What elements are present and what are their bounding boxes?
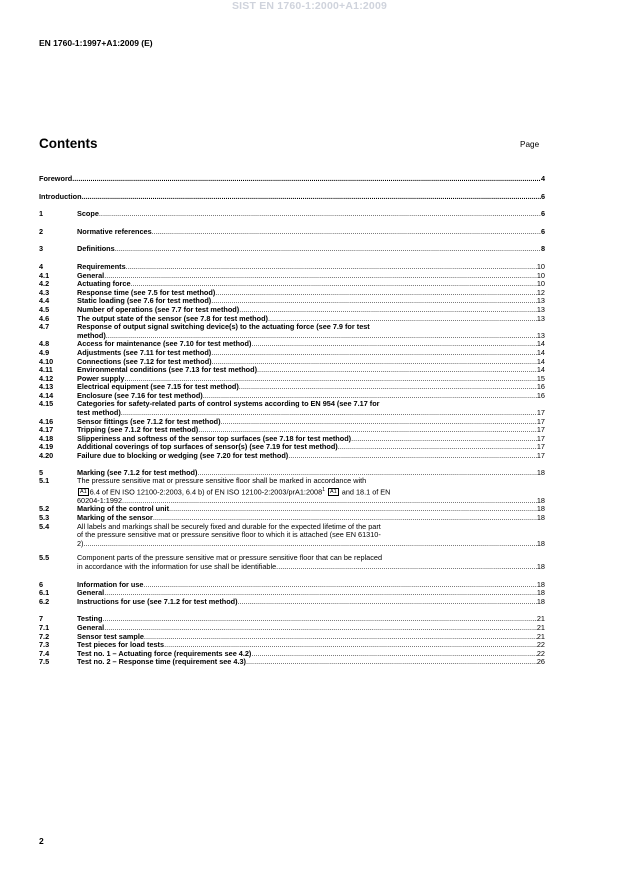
toc-entry-page: 21 [536, 631, 545, 641]
toc-entry-title: Scope [77, 209, 99, 219]
toc-entry-title: Enclosure (see 7.16 for test method) [77, 390, 203, 400]
toc-entry-page: 18 [536, 579, 545, 589]
toc-entry-title: Marking of the control unit [77, 504, 170, 514]
toc-entry-5-5[interactable] [39, 554, 545, 571]
toc-entry-title: Sensor test sample [77, 631, 144, 641]
amendment-end-marker: A1 [330, 489, 337, 496]
toc-entry-title-line: 60204-1:1992. [77, 495, 125, 505]
toc-entry-number: 4.17 [39, 425, 54, 435]
toc-entry-title: Requirements [77, 261, 126, 271]
toc-entry-page: 6 [540, 191, 545, 201]
toc-entry-title: Testing [77, 614, 103, 624]
toc-entry-title: Foreword [39, 174, 73, 183]
toc-entry-number: 4.12 [39, 373, 54, 383]
toc-entry-number: 7.4 [39, 648, 50, 658]
toc-entry-3[interactable] [39, 245, 545, 254]
toc-entry-page: 16 [536, 382, 545, 392]
toc-entry-page: 21 [536, 614, 545, 624]
toc-entry-title: Sensor fittings (see 7.1.2 for test method) [77, 416, 221, 426]
toc-entry-title: Slipperiness and softness of the sensor top surfaces (see 7.18 for test method) [77, 433, 352, 443]
toc-entry-7-5[interactable] [39, 658, 545, 667]
toc-entry-number: 5.5 [39, 553, 50, 563]
toc-entry-page: 10 [536, 279, 545, 289]
toc-entry-page: 13 [536, 330, 545, 340]
toc-entry-title: Response time (see 7.5 for test method) [77, 287, 216, 297]
toc-entry-page: 4 [540, 174, 545, 183]
toc-entry-page: 22 [536, 640, 545, 650]
toc-entry-title-line: method) [77, 330, 106, 340]
toc-entry-title-line: All labels and markings shall be securely fixed and durable for the expected lifetime of the part [77, 521, 381, 531]
toc-entry-title: Electrical equipment (see 7.15 for test method) [77, 382, 239, 392]
toc-entry-page: 17 [536, 425, 545, 435]
toc-entry-title: Number of operations (see 7.7 for test method) [77, 304, 240, 314]
toc-entry-title-line: 6.4 of EN ISO 12100-2:2003, 6.4 b) of EN ISO 12100-2:2003/prA1:2008 [89, 487, 323, 497]
toc-entry-title-line: and 18.1 of EN [341, 487, 391, 497]
toc-entry-title-line: test method) [77, 408, 121, 418]
toc-entry-number: 4.18 [39, 433, 54, 443]
toc-entry-title-line: in accordance with the information for use shall be identifiable. [77, 561, 279, 571]
toc-entry-title: The output state of the sensor (see 7.8 for test method) [77, 313, 268, 323]
toc-entry-title-line: Component parts of the pressure sensitive mat or pressure sensitive floor that can be replaced [77, 553, 383, 563]
toc-entry-page: 18 [536, 495, 545, 505]
toc-entry-page: 14 [536, 347, 545, 357]
toc-entry-number: 7.2 [39, 631, 50, 641]
toc-entry-title: Adjustments (see 7.11 for test method) [77, 347, 212, 357]
contents-title: Contents [39, 136, 98, 151]
toc-entry-page: 14 [536, 365, 545, 375]
toc-entry-number: 4.2 [39, 279, 50, 289]
toc-entry-title: Test pieces for load tests [77, 640, 165, 650]
toc-entry-title: Connections (see 7.12 for test method) [77, 356, 212, 366]
toc-entry-number: 4.7 [39, 322, 50, 332]
toc-entry-page: 18 [536, 513, 545, 523]
toc-entry-title-line: of the pressure sensitive mat or pressure sensitive floor to which it is attached (see EN 61310- [77, 530, 381, 540]
toc-entry-page: 17 [536, 451, 545, 461]
toc-entry-title-line: Response of output signal switching device(s) to the actuating force (see 7.9 for test [77, 322, 370, 332]
toc-entry-number: 1 [39, 209, 44, 219]
toc-entry-page: 18 [536, 561, 545, 571]
toc-entry-number: 4.6 [39, 313, 50, 323]
toc-entry-page: 15 [536, 373, 545, 383]
toc-entry-number: 4.19 [39, 442, 54, 452]
toc-entry-title: Test no. 2 – Response time (requirement see 4.3) [77, 657, 246, 667]
toc-entry-title: Tripping (see 7.1.2 for test method) [77, 425, 199, 435]
toc-entry-number: 4.3 [39, 287, 50, 297]
toc-entry-number: 7.1 [39, 622, 50, 632]
toc-entry-title: Definitions [77, 244, 115, 254]
toc-entry-number: 5.3 [39, 513, 50, 523]
toc-entry-foreword[interactable] [39, 175, 545, 184]
toc-entry-title: Normative references [77, 226, 152, 236]
toc-entry-number: 6.2 [39, 596, 50, 606]
toc-entry-number: 5.1 [39, 476, 50, 486]
toc-entry-title: Marking (see 7.1.2 for test method) [77, 467, 198, 477]
toc-entry-title: Test no. 1 – Actuating force (requirements see 4.2) [77, 648, 252, 658]
toc-entry-4[interactable] [39, 263, 545, 272]
toc-entry-number: 4.20 [39, 451, 54, 461]
toc-entry-number: 3 [39, 244, 44, 254]
toc-entry-page: 18 [536, 467, 545, 477]
toc-entry-page: 14 [536, 356, 545, 366]
toc-entry-introduction[interactable] [39, 193, 545, 202]
toc-entry-title: Introduction [39, 191, 82, 201]
toc-entry-number: 5.4 [39, 521, 50, 531]
toc-entry-2[interactable] [39, 228, 545, 237]
toc-entry-number: 4.16 [39, 416, 54, 426]
toc-entry-page: 22 [536, 648, 545, 658]
toc-entry-number: 4.4 [39, 296, 50, 306]
toc-entry-number: 7.3 [39, 640, 50, 650]
toc-entry-number: 4.5 [39, 304, 50, 314]
toc-entry-number: 4.10 [39, 356, 54, 366]
amendment-start-marker: A1 [80, 489, 87, 496]
toc-entry-title: Environmental conditions (see 7.13 for test method) [77, 365, 258, 375]
toc-entry-number: 4 [39, 261, 44, 271]
toc-entry-number: 4.14 [39, 390, 54, 400]
toc-entry-page: 26 [536, 657, 545, 667]
watermark: SIST EN 1760-1:2000+A1:2009 [231, 0, 388, 12]
toc-entry-4-7[interactable] [39, 323, 545, 340]
toc-entry-page: 21 [536, 622, 545, 632]
toc-entry-title: General [77, 622, 105, 632]
toc-entry-title: Instructions for use (see 7.1.2 for test method) [77, 596, 238, 606]
toc-entry-page: 17 [536, 433, 545, 443]
toc-entry-number: 4.11 [39, 365, 53, 375]
toc-entry-title: General [77, 588, 105, 598]
toc-entry-title: Static loading (see 7.6 for test method) [77, 296, 212, 306]
toc-entry-title: General [77, 270, 105, 280]
page-number: 2 [39, 836, 44, 846]
toc-entry-title-line: The pressure sensitive mat or pressure sensitive floor shall be marked in accordance with [77, 476, 367, 486]
toc-entry-number: 5.2 [39, 504, 50, 514]
toc-entry-page: 13 [536, 304, 545, 314]
toc-entry-page: 18 [536, 504, 545, 514]
toc-entry-page: 12 [536, 287, 545, 297]
toc-entry-title: Actuating force [77, 279, 131, 289]
toc-entry-4-20[interactable] [39, 452, 545, 461]
toc-entry-page: 14 [536, 339, 545, 349]
toc-entry-5-1[interactable] [39, 477, 545, 505]
toc-entry-number: 7 [39, 614, 44, 624]
toc-entry-page: 17 [536, 408, 545, 418]
toc-entry-1[interactable] [39, 210, 545, 219]
toc-entry-page: 13 [536, 313, 545, 323]
toc-entry-number: 4.8 [39, 339, 50, 349]
toc-entry-7[interactable] [39, 615, 545, 624]
toc-entry-page: 10 [536, 261, 545, 271]
toc-entry-page: 6 [540, 209, 545, 219]
toc-entry-number: 4.9 [39, 347, 50, 357]
toc-entry-page: 10 [536, 270, 545, 280]
toc-entry-5-4[interactable] [39, 523, 545, 549]
toc-entry-number: 4.15 [39, 399, 54, 409]
toc-entry-title: Marking of the sensor [77, 513, 153, 523]
toc-entry-page: 17 [536, 416, 545, 426]
toc-entry-6-2[interactable] [39, 598, 545, 607]
toc-entry-title: Failure due to blocking or wedging (see 7.20 for test method) [77, 451, 289, 461]
toc-entry-page: 6 [540, 226, 545, 236]
toc-entry-title: Power supply [77, 373, 125, 383]
toc-entry-page: 17 [536, 442, 545, 452]
footnote-ref: 1 [322, 486, 325, 493]
toc-entry-number: 4.1 [39, 270, 50, 280]
toc-entry-number: 2 [39, 226, 44, 236]
toc-entry-number: 7.5 [39, 657, 50, 667]
toc-entry-title-line: Categories for safety-related parts of control systems according to EN 954 (see 7.17 for [77, 399, 380, 409]
toc-entry-title-line: 2). [77, 538, 86, 548]
toc-entry-page: 13 [536, 296, 545, 306]
toc-entry-title: Information for use [77, 579, 144, 589]
toc-entry-title: Additional coverings of top surfaces of sensor(s) (see 7.19 for test method) [77, 442, 338, 452]
toc-entry-number: 5 [39, 467, 44, 477]
toc-entry-title: Access for maintenance (see 7.10 for test method) [77, 339, 252, 349]
toc-entry-number: 6.1 [39, 588, 50, 598]
page-column-label: Page [520, 140, 540, 149]
table-of-contents [39, 175, 545, 667]
toc-entry-page: 18 [536, 588, 545, 598]
toc-entry-4-15[interactable] [39, 400, 545, 417]
toc-entry-number: 6 [39, 579, 44, 589]
toc-entry-6[interactable] [39, 581, 545, 590]
toc-entry-page: 18 [536, 538, 545, 548]
toc-entry-page: 16 [536, 390, 545, 400]
toc-entry-number: 4.13 [39, 382, 54, 392]
toc-entry-page: 8 [540, 244, 545, 254]
toc-entry-page: 18 [536, 596, 545, 606]
document-id: EN 1760-1:1997+A1:2009 (E) [39, 38, 153, 48]
